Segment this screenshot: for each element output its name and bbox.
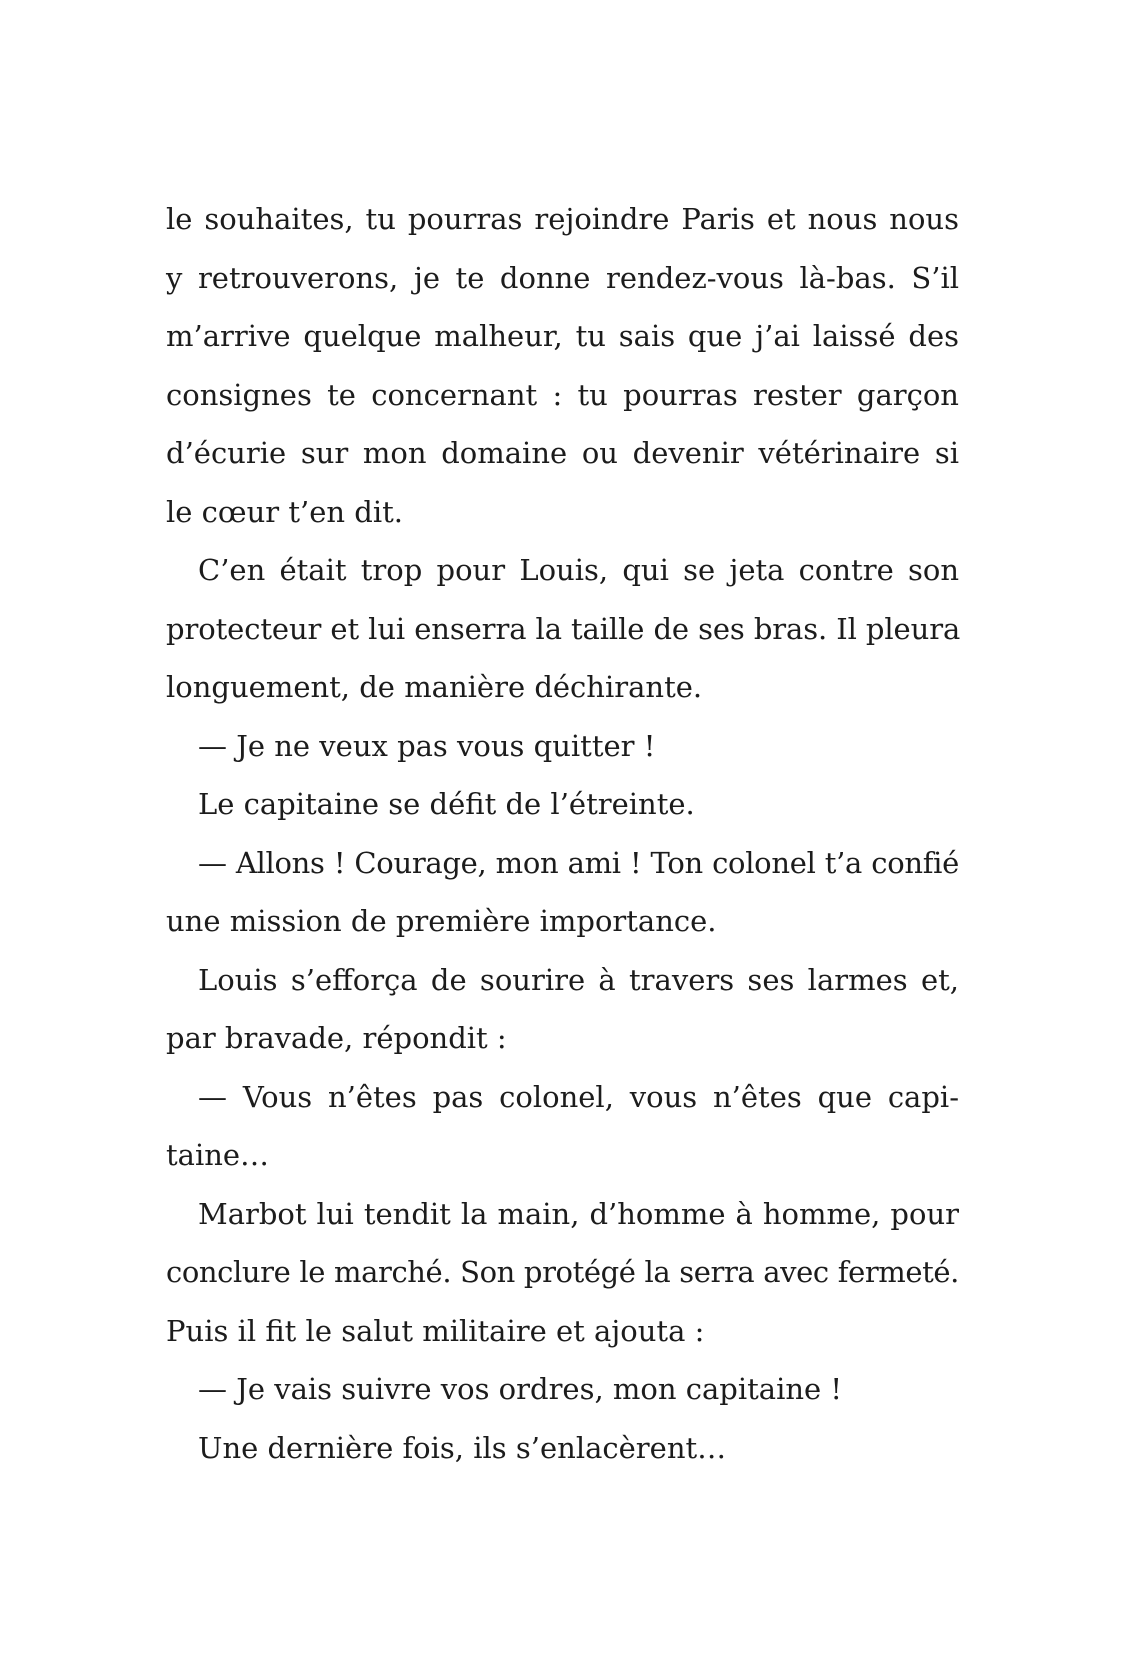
text-line: Marbot lui tendit la main, d’homme à homme, pour — [198, 1196, 959, 1231]
text-line: Une dernière fois, ils s’enlacèrent… — [198, 1430, 727, 1465]
text-line: y retrouverons, je te donne rendez-vous là-bas. S’il — [166, 260, 959, 295]
text-line: Le capitaine se défit de l’étreinte. — [198, 787, 695, 821]
text-line: longuement, de manière déchirante. — [166, 670, 703, 704]
text-line: taine… — [166, 1138, 270, 1172]
text-line: d’écurie sur mon domaine ou devenir vétérinaire si — [166, 436, 959, 470]
text-line: le souhaites, tu pourras rejoindre Paris et nous nous — [166, 202, 959, 236]
dialogue-line: — Je vais suivre vos ordres, mon capitaine ! — [198, 1372, 843, 1406]
text-line: Puis il fit le salut militaire et ajouta : — [166, 1313, 705, 1348]
body-text — [166, 190, 959, 1477]
text-line: une mission de première importance. — [166, 904, 717, 938]
text-line: conclure le marché. Son protégé la serra avec fermeté. — [166, 1255, 959, 1289]
text-line: Louis s’efforça de sourire à travers ses larmes et, — [198, 962, 959, 997]
dialogue-line: — Allons ! Courage, mon ami ! Ton colonel t’a confié — [198, 845, 959, 880]
text-line: protecteur et lui enserra la taille de ses bras. Il pleura — [166, 611, 961, 646]
dialogue-line: — Je ne veux pas vous quitter ! — [198, 728, 656, 763]
dialogue-line: — Vous n’êtes pas colonel, vous n’êtes que capi- — [198, 1079, 959, 1114]
text-line: consignes te concernant : tu pourras rester garçon — [166, 377, 959, 412]
text-line: m’arrive quelque malheur, tu sais que j’ai laissé des — [166, 319, 959, 353]
text-line: par bravade, répondit : — [166, 1021, 507, 1055]
text-line: le cœur t’en dit. — [166, 494, 403, 529]
text-line: C’en était trop pour Louis, qui se jeta contre son — [198, 553, 959, 587]
